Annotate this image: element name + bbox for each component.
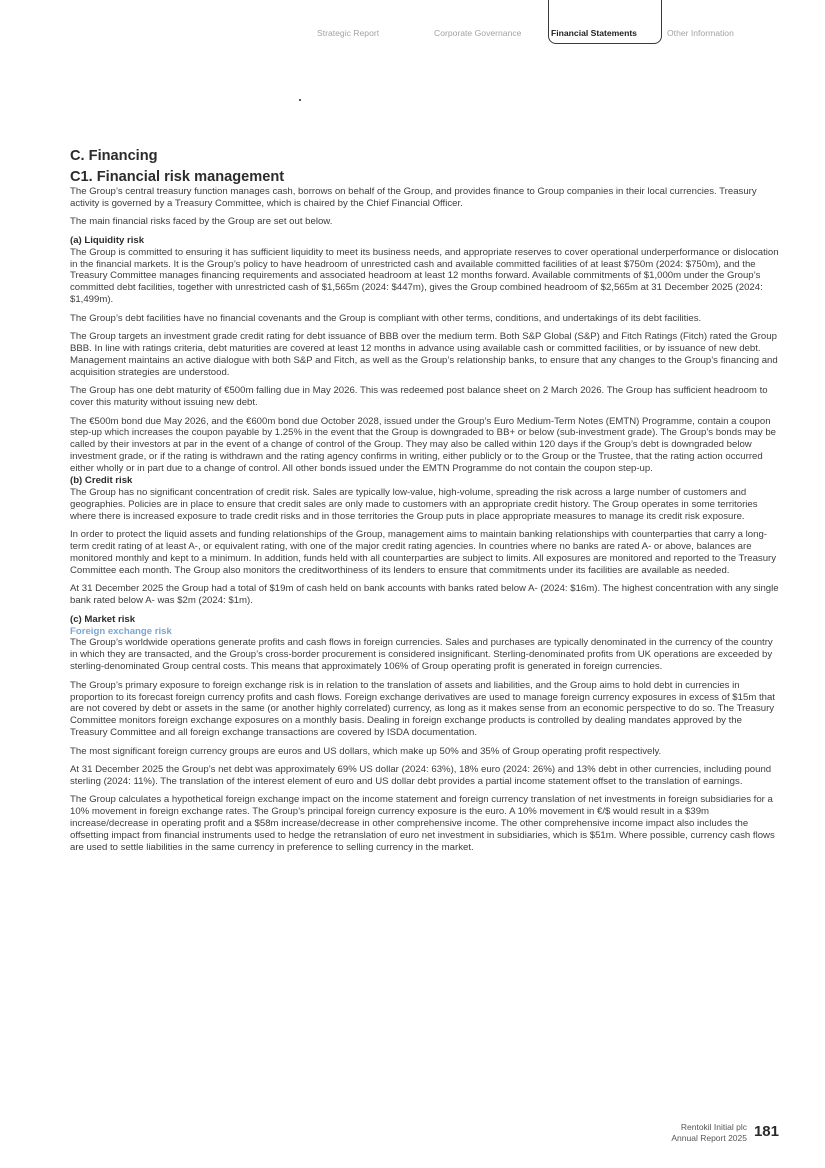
market-risk-heading: (c) Market risk bbox=[70, 613, 136, 625]
nav-tab-other-information[interactable]: Other Information bbox=[667, 28, 734, 38]
liquidity-paragraph-4: The Group has one debt maturity of €500m falling due in May 2026. This was redeemed post balance sheet on 2 March 2026. The Group has sufficient headroom to cover this maturity without issuing new debt. bbox=[70, 385, 768, 409]
liquidity-paragraph-3: The Group targets an investment grade credit rating for debt issuance of BBB over the medium term. Both S&P Global (S&P) and Fitch Ratings (Fitch) rated the Group BBB. In line with ratings criteria, debt maturities are covered at least 12 months in advance using available cash or committed facilities, or by issuance of new debt. Management maintains an active dialogue with both S&P and Fitch, as well as the Group’s relationship banks, to ensure that any changes to the Group’s financing and acquisition strategies are understood. bbox=[70, 331, 778, 378]
footer-company-name: Rentokil Initial plc bbox=[680, 1122, 747, 1132]
document-body bbox=[70, 147, 780, 860]
market-paragraph-5: The Group calculates a hypothetical foreign exchange impact on the income statement and foreign currency translation of net investments in foreign subsidiaries for a 10% movement in foreign exchange rates. The Group’s principal foreign currency exposure is the euro. A 10% movement in €/$ would result in a $39m increase/decrease in operating profit and a $58m increase/decrease in other comprehensive income. The other comprehensive income impact also includes the offsetting impact from financial instruments used to hedge the retranslation of euro net investment in subsidiaries, which is $51m. Where possible, currency cash flows are used to settle liabilities in the same currency in preference to selling currency in the market. bbox=[70, 794, 775, 853]
stray-dot bbox=[299, 99, 301, 101]
market-paragraph-2: The Group’s primary exposure to foreign exchange risk is in relation to the translation of assets and liabilities, and the Group aims to hold debt in currencies in proportion to its forecast foreign currency profits and cash flows. Foreign exchange derivatives are used to manage foreign currency exposures in excess of $15m that are not covered by debt or assets in the same (or another highly correlated) currency, as long as it makes sense from an economic perspective to do so. The Treasury Committee monitors foreign exchange exposures on a monthly basis. Dealing in foreign exchange products is controlled by dealing mandates approved by the Treasury Committee and all foreign exchange transactions are covered by ISDA documentation. bbox=[70, 679, 775, 739]
credit-risk-heading: (b) Credit risk bbox=[70, 475, 133, 487]
liquidity-paragraph-2: The Group’s debt facilities have no financial covenants and the Group is compliant with other terms, conditions, and undertakings of its debt facilities. bbox=[70, 312, 702, 324]
intro-paragraph-1: The Group’s central treasury function manages cash, borrows on behalf of the Group, and provides finance to Group companies in their local currencies. Treasury activity is governed by a Treasury Committee, which is chaired by the Chief Financial Officer. bbox=[70, 186, 757, 209]
liquidity-paragraph-5: The €500m bond due May 2026, and the €600m bond due October 2028, issued under the Group’s Euro Medium-Term Notes (EMTN) Programme, contain a coupon step-up which increases the coupon payable by 1.25% in the event that the Group is downgraded to BB+ or below (sub-investment grade). The Group’s bonds may be called by their investors at par in the event of a change of control of the Group. They may also be called within 120 days if the Group’s debt is downgraded below investment grade, or if the rating is withdrawn and the rating agency confirms in writing, either publicly or to the Group or the Trustee, that the rating action occurred either wholly or in part due to a change of control. All other bonds issued under the EMTN Programme do not contain the coupon step-up. bbox=[70, 415, 777, 475]
credit-paragraph-2: In order to protect the liquid assets and funding relationships of the Group, management aims to maintain banking relationships with counterparties that carry a long-term credit rating of at least A-, or equivalent rating, with one of the major credit rating agencies. In countries where no banks are rated A- or above, balances are monitored monthly and kept to a minimum. In addition, funds held with all counterparties are subject to limits. All exposures are monitored and reported to the Treasury Committee each month. The Group also monitors the creditworthiness of its lenders to ensure that commitments under its facilities are available as needed. bbox=[70, 529, 777, 576]
section-title: C. Financing bbox=[70, 148, 158, 164]
credit-paragraph-1: The Group has no significant concentration of credit risk. Sales are typically low-value, high-volume, spreading the risk across a large number of customers and geographies. Policies are in place to ensure that credit sales are only made to customers with an appropriate credit history. The Group operates in some territories where there is increased exposure to trade credit risks and in those territories the Group puts in place appropriate measures to manage its credit risk exposure. bbox=[70, 486, 758, 522]
page-number: 181 bbox=[753, 1123, 779, 1140]
section-navigation bbox=[0, 0, 825, 46]
market-paragraph-4: At 31 December 2025 the Group’s net debt was approximately 69% US dollar (2024: 63%), 18% euro (2024: 26%) and 13% debt in other currencies, including pound sterling (2024: 11%). The translation of the interest element of euro and US dollar debt provides a partial income statement offset to the translation of earnings. bbox=[70, 764, 772, 787]
market-paragraph-3: The most significant foreign currency groups are euros and US dollars, which make up 50% and 35% of Group operating profit respectively. bbox=[70, 745, 662, 757]
liquidity-paragraph-1: The Group is committed to ensuring it has sufficient liquidity to meet its business needs, and appropriate reserves to cover operational underperformance or dislocation in the financial markets. It is the Group’s policy to have headroom of unrestricted cash and available committed facilities of at least $750m (2024: $750m), and the Treasury Committee manages financing requirements and associated headroom at least 12 months forward. Available commitments of $1,000m under the Group’s committed debt facilities, together with unrestricted cash of $1,565m (2024: $447m), gives the Group combined headroom of $2,565m at 31 December 2025 (2024: $1,499m). bbox=[70, 246, 779, 306]
nav-tab-strategic-report[interactable]: Strategic Report bbox=[317, 28, 380, 38]
nav-tab-corporate-governance[interactable]: Corporate Governance bbox=[434, 28, 522, 38]
foreign-exchange-risk-subheading: Foreign exchange risk bbox=[70, 625, 172, 637]
liquidity-risk-heading: (a) Liquidity risk bbox=[70, 234, 145, 246]
market-paragraph-1: The Group’s worldwide operations generate profits and cash flows in foreign currencies. Sales and purchases are typically denominated in the currency of the country in which they are transacted, and the Group’s cross-border procurement is considered insignificant. Sterling-denominated profits from UK operations are exceeded by sterling-denominated Group central costs. This means that approximately 106% of Group operating profit is generated in foreign currencies. bbox=[70, 637, 773, 673]
intro-paragraph-2: The main financial risks faced by the Group are set out below. bbox=[70, 216, 333, 228]
subsection-title: C1. Financial risk management bbox=[70, 169, 285, 185]
credit-paragraph-3: At 31 December 2025 the Group had a total of $19m of cash held on bank accounts with banks rated below A- (2024: $16m). The highest concentration with any single bank rated below A- was $2m (2024: $1m). bbox=[70, 583, 779, 607]
nav-tab-financial-statements[interactable]: Financial Statements bbox=[551, 28, 637, 38]
footer-publication bbox=[671, 1122, 747, 1143]
footer-report-name: Annual Report 2025 bbox=[671, 1132, 747, 1143]
